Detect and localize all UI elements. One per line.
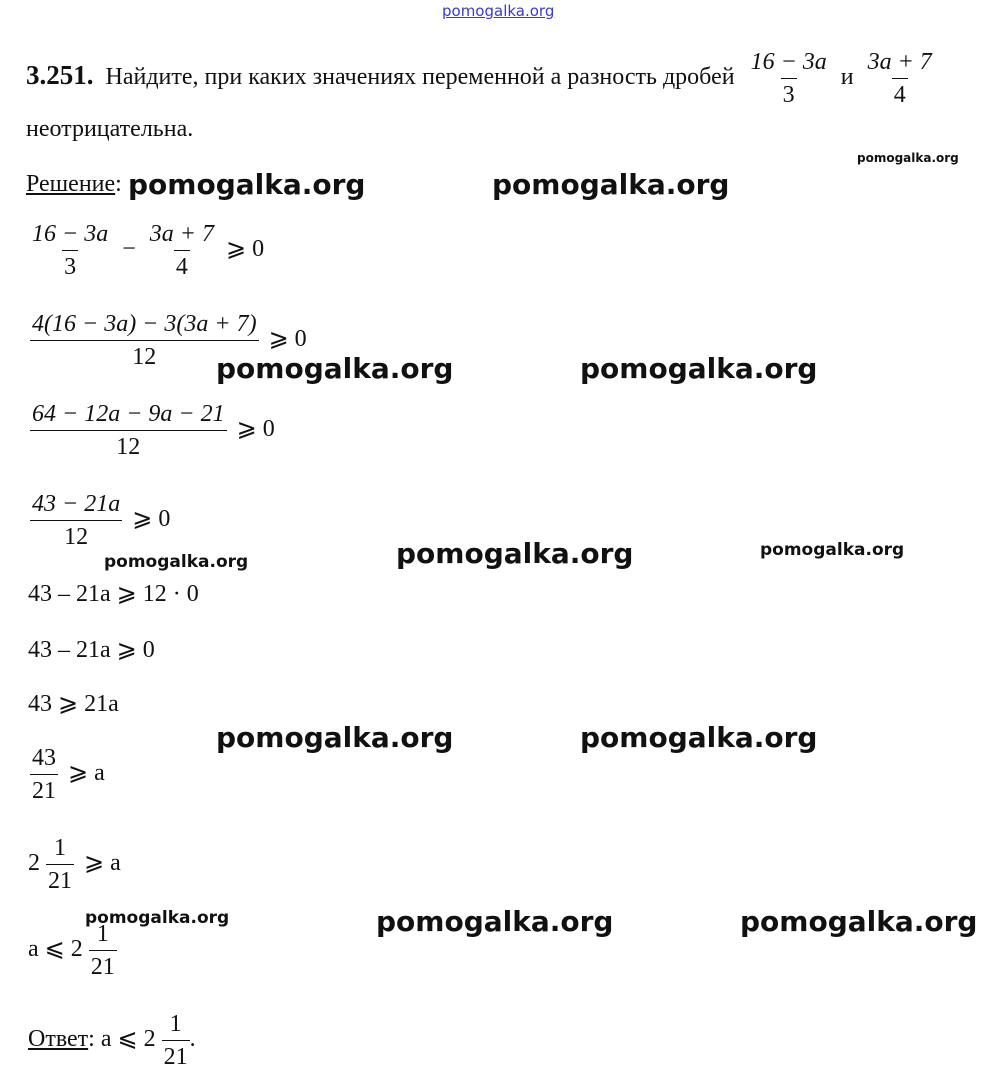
fraction-denominator: 4 [174, 250, 190, 279]
problem-text: Найдите, при каких значениях переменной а разность дробей [105, 64, 735, 91]
relation: ⩾ 0 [236, 416, 275, 443]
fraction [148, 222, 216, 279]
fraction-denominator: 21 [30, 774, 58, 803]
solution-label [26, 172, 122, 196]
conjunction: и [840, 64, 854, 91]
answer [28, 1012, 196, 1069]
fraction-denominator: 12 [30, 430, 227, 459]
watermark: pomogalka.org [216, 352, 454, 385]
solution-step-3 [30, 402, 275, 459]
fraction [30, 222, 110, 279]
fraction-numerator: 1 [96, 921, 109, 947]
solution-colon: : [115, 171, 122, 197]
relation: ⩾ 0 [225, 236, 265, 263]
watermark: pomogalka.org [396, 537, 634, 570]
fraction-numerator: 4(16 − 3a) − 3(3a + 7) [32, 311, 257, 337]
fraction [89, 922, 117, 979]
solution-step-10 [28, 922, 117, 979]
watermark: pomogalka.org [104, 552, 249, 572]
relation: ⩾ 0 [268, 326, 307, 353]
watermark-top: pomogalka.org [442, 2, 555, 20]
watermark: pomogalka.org [128, 168, 366, 201]
fraction-numerator: 43 − 21a [32, 491, 121, 517]
problem-fraction-2 [866, 50, 934, 107]
fraction-denominator: 21 [89, 950, 117, 979]
solution-step-7: 43 ⩾ 21a [28, 691, 119, 717]
watermark: pomogalka.org [580, 352, 818, 385]
fraction-numerator: 3a + 7 [149, 221, 214, 247]
fraction-numerator: 3a + 7 [867, 49, 932, 75]
answer-label: Ответ [28, 1026, 89, 1053]
solution-step-8 [30, 746, 105, 803]
problem-fraction-1 [749, 50, 829, 107]
mixed-whole: 2 [28, 850, 40, 877]
solution-step-6: 43 – 21a ⩾ 0 [28, 637, 155, 663]
fraction-denominator: 21 [46, 864, 74, 893]
fraction-numerator: 16 − 3a [32, 221, 109, 247]
fraction [46, 836, 74, 893]
fraction [30, 492, 122, 549]
solution-step-9 [28, 836, 121, 893]
fraction-denominator: 21 [162, 1040, 190, 1069]
solution-step-1 [30, 222, 264, 279]
fraction-denominator: 3 [62, 250, 78, 279]
watermark: pomogalka.org [740, 905, 978, 938]
relation: ⩾ a [68, 760, 105, 787]
problem-statement [26, 50, 934, 107]
inequality-lhs: a ⩽ 2 [28, 936, 83, 963]
fraction-denominator: 3 [781, 78, 797, 107]
operator: − [122, 236, 136, 263]
fraction-numerator: 1 [54, 835, 66, 861]
fraction-numerator: 1 [169, 1011, 182, 1037]
watermark: pomogalka.org [376, 905, 614, 938]
fraction-denominator: 4 [892, 78, 908, 107]
watermark: pomogalka.org [492, 168, 730, 201]
relation: ⩾ 0 [132, 506, 171, 533]
watermark: pomogalka.org [580, 721, 818, 754]
fraction [30, 402, 227, 459]
fraction [30, 746, 58, 803]
fraction [162, 1012, 190, 1069]
fraction-denominator: 12 [30, 520, 122, 549]
problem-text-continued: неотрицательна. [26, 116, 194, 142]
answer-lhs: : a ⩽ 2 [88, 1026, 156, 1053]
watermark: pomogalka.org [857, 151, 959, 165]
fraction-denominator: 12 [30, 340, 259, 369]
relation: ⩾ a [84, 850, 121, 877]
solution-step-4 [30, 492, 170, 549]
fraction-numerator: 64 − 12a − 9a − 21 [32, 401, 225, 427]
solution-label-text: Решение [26, 171, 116, 197]
watermark: pomogalka.org [216, 721, 454, 754]
problem-number: 3.251. [26, 60, 94, 91]
fraction-numerator: 16 − 3a [750, 49, 827, 75]
answer-period: . [189, 1026, 196, 1053]
watermark: pomogalka.org [85, 908, 230, 928]
fraction-numerator: 43 [32, 745, 56, 771]
watermark: pomogalka.org [760, 540, 905, 560]
solution-step-5: 43 – 21a ⩾ 12 · 0 [28, 581, 199, 607]
